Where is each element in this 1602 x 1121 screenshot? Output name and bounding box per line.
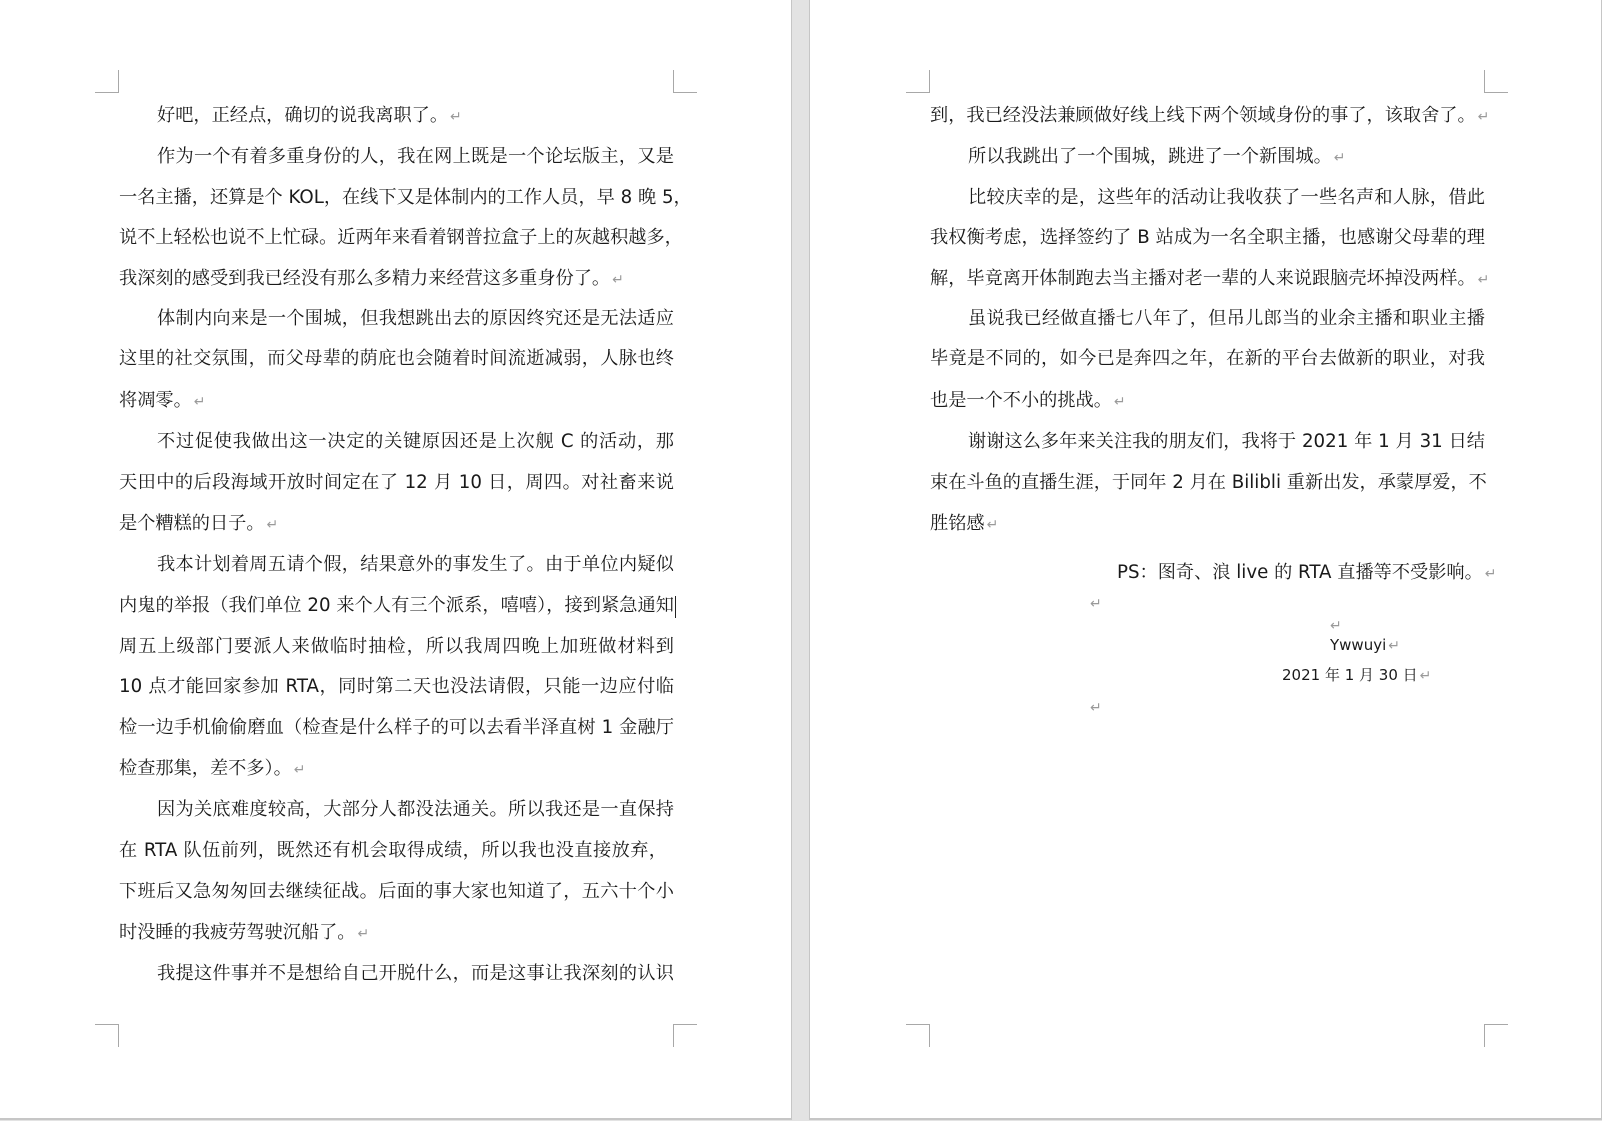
paragraph-line[interactable]: 时没睡的我疲劳驾驶沉船了。 ↵ xyxy=(119,922,370,943)
paragraph-mark-icon: ↵ xyxy=(1113,394,1126,410)
paragraph-line[interactable]: 是个糟糕的日子。 ↵ xyxy=(119,513,279,534)
paragraph-mark-icon: ↵ xyxy=(1484,566,1497,582)
signature-name[interactable]: Ywwuyi ↵ xyxy=(1330,636,1400,654)
empty-paragraph[interactable] xyxy=(1088,591,1102,615)
paragraph-mark-icon: ↵ xyxy=(357,926,370,942)
paragraph-line[interactable]: 束在斗鱼的直播生涯，于同年 2 月在 Bilibli 重新出发，承蒙厚爱，不 xyxy=(930,472,1487,493)
paragraph-mark-icon: ↵ xyxy=(193,394,206,410)
margin-corner-mark xyxy=(906,1024,930,1047)
paragraph-mark-icon: ↵ xyxy=(450,109,462,125)
paragraph-mark-icon: ↵ xyxy=(1477,272,1490,288)
paragraph-line[interactable]: 胜铭感 ↵ xyxy=(930,513,999,534)
margin-corner-mark xyxy=(1484,70,1508,93)
paragraph-mark-icon: ↵ xyxy=(1419,668,1432,684)
paragraph-line[interactable]: 也是一个不小的挑战。 ↵ xyxy=(930,390,1126,411)
signature-date[interactable]: 2021 年 1 月 30 日 ↵ xyxy=(1282,666,1432,684)
document-page-1[interactable] xyxy=(0,0,792,1120)
paragraph-line[interactable]: 我本计划着周五请个假，结果意外的事发生了。由于单位内疑似 xyxy=(157,554,674,575)
paragraph-line[interactable]: 检查那集，差不多）。 ↵ xyxy=(119,758,306,779)
paragraph-line[interactable]: 说不上轻松也说不上忙碌。近两年来看着钢普拉盒子上的灰越积越多， xyxy=(119,227,683,248)
paragraph-line[interactable]: 10 点才能回家参加 RTA，同时第二天也没法请假，只能一边应付临 xyxy=(119,676,674,697)
margin-corner-mark xyxy=(95,70,119,93)
paragraph-mark-icon: ↵ xyxy=(1388,638,1400,654)
paragraph-line[interactable]: 我深刻的感受到我已经没有那么多精力来经营这多重身份了。 ↵ xyxy=(119,268,624,289)
margin-corner-mark xyxy=(906,70,930,93)
paragraph-line[interactable]: 到，我已经没法兼顾做好线上线下两个领域身份的事了，该取舍了。 ↵ xyxy=(930,105,1490,126)
paragraph-mark-icon: ↵ xyxy=(1090,700,1102,716)
paragraph-line[interactable]: 虽说我已经做直播七八年了，但吊儿郎当的业余主播和职业主播 xyxy=(968,308,1485,329)
paragraph-line[interactable]: 解，毕竟离开体制跑去当主播对老一辈的人来说跟脑壳坏掉没两样。 ↵ xyxy=(930,268,1490,289)
paragraph-line[interactable]: 周五上级部门要派人来做临时抽检，所以我周四晚上加班做材料到 xyxy=(119,636,674,657)
margin-corner-mark xyxy=(1484,1024,1508,1047)
paragraph-line[interactable]: 在 RTA 队伍前列，既然还有机会取得成绩，所以我也没直接放弃， xyxy=(119,840,667,861)
empty-paragraph[interactable] xyxy=(1088,695,1102,719)
paragraph-line[interactable]: 一名主播，还算是个 KOL，在线下又是体制内的工作人员，早 8 晚 5， xyxy=(119,187,692,208)
paragraph-line[interactable]: 我提这件事并不是想给自己开脱什么，而是这事让我深刻的认识 xyxy=(157,963,674,984)
paragraph-mark-icon: ↵ xyxy=(1333,150,1346,166)
paragraph-line[interactable]: 我权衡考虑，选择签约了 B 站成为一名全职主播，也感谢父母辈的理 xyxy=(930,227,1485,248)
margin-corner-mark xyxy=(673,1024,697,1047)
text-cursor xyxy=(675,596,676,618)
paragraph-mark-icon: ↵ xyxy=(266,517,279,533)
paragraph-line[interactable]: 检一边手机偷偷磨血（检查是什么样子的可以去看半泽直树 1 金融厅 xyxy=(119,717,674,738)
paragraph-line[interactable]: 谢谢这么多年来关注我的朋友们，我将于 2021 年 1 月 31 日结 xyxy=(968,431,1485,452)
paragraph-line[interactable]: 作为一个有着多重身份的人，我在网上既是一个论坛版主，又是 xyxy=(157,146,674,167)
paragraph-line[interactable]: 因为关底难度较高，大部分人都没法通关。所以我还是一直保持 xyxy=(157,799,674,820)
paragraph-line[interactable]: 将凋零。 ↵ xyxy=(119,390,206,411)
paragraph-mark-icon: ↵ xyxy=(1477,109,1490,125)
paragraph-line[interactable]: 不过促使我做出这一决定的关键原因还是上次舰 C 的活动，那 xyxy=(157,431,674,452)
paragraph-line[interactable]: 所以我跳出了一个围城，跳进了一个新围城。 ↵ xyxy=(968,146,1346,167)
paragraph-line[interactable]: 下班后又急匆匆回去继续征战。后面的事大家也知道了，五六十个小 xyxy=(119,881,674,902)
paragraph-line[interactable]: 体制内向来是一个围城，但我想跳出去的原因终究还是无法适应 xyxy=(157,308,674,329)
margin-corner-mark xyxy=(95,1024,119,1047)
paragraph-mark-icon: ↵ xyxy=(612,272,624,288)
paragraph-mark-icon: ↵ xyxy=(293,762,306,778)
paragraph-line[interactable]: 内鬼的举报（我们单位 20 来个人有三个派系，嘻嘻），接到紧急通知 xyxy=(119,595,674,616)
paragraph-line[interactable]: 毕竟是不同的，如今已是奔四之年，在新的平台去做新的职业，对我 xyxy=(930,348,1485,369)
margin-corner-mark xyxy=(673,70,697,93)
paragraph-mark-icon: ↵ xyxy=(1330,618,1342,634)
paragraph-line[interactable]: 这里的社交氛围，而父母辈的荫庇也会随着时间流逝减弱，人脉也终 xyxy=(119,348,674,369)
paragraph-line[interactable]: 天田中的后段海域开放时间定在了 12 月 10 日，周四。对社畜来说 xyxy=(119,472,674,493)
paragraph-line[interactable]: 好吧，正经点，确切的说我离职了。 ↵ xyxy=(157,105,462,126)
paragraph-mark-icon: ↵ xyxy=(1090,596,1102,612)
paragraph-mark-icon: ↵ xyxy=(986,517,999,533)
document-page-2[interactable] xyxy=(809,0,1602,1120)
ps-note[interactable]: PS：图奇、浪 live 的 RTA 直播等不受影响。 ↵ xyxy=(1117,562,1497,583)
paragraph-line[interactable]: 比较庆幸的是，这些年的活动让我收获了一些名声和人脉，借此 xyxy=(968,187,1485,208)
